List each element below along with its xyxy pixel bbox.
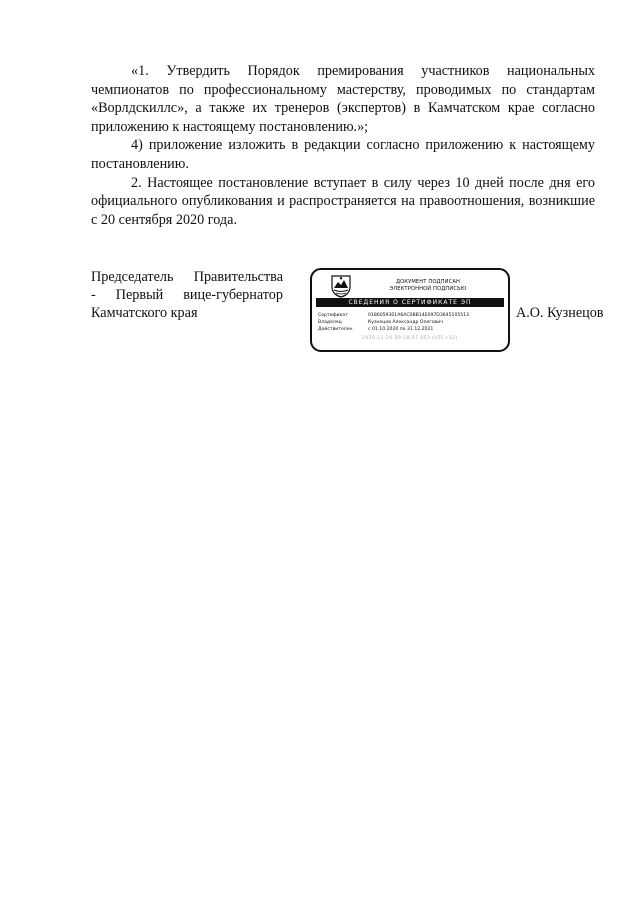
e-signature-stamp (310, 268, 510, 352)
stamp-watermark: 2020-11-26 09:18:57.853 (UTC+12) (362, 336, 458, 341)
paragraph-2: 4) приложение изложить в редакции согласно приложению к настоящему постановлению. (91, 137, 595, 172)
stamp-row-owner (318, 319, 504, 326)
stamp-row-label: Сертификат (318, 313, 348, 318)
stamp-row-certificate (318, 312, 504, 319)
stamp-heading (368, 279, 488, 293)
signer-name: А.О. Кузнецов (516, 305, 604, 321)
stamp-row-value: 0186059301A6AC0BB14E097D3645105513 (368, 313, 470, 318)
stamp-row-label: Действителен (318, 327, 353, 332)
stamp-row-label: Владелец (318, 320, 342, 325)
stamp-row-valid (318, 326, 504, 333)
stamp-certificate-bar: СВЕДЕНИЯ О СЕРТИФИКАТЕ ЭП (316, 298, 504, 307)
paragraph-1: «1. Утвердить Порядок премирования участников национальных чемпионатов по профессиональному мастерству, проводимых по стандартам «Ворлдскиллс», а также их тренеров (экспертов) в Камчатском крае согласно приложению к настоящему постановлению.»; (91, 63, 595, 135)
stamp-heading-line: ЭЛЕКТРОННОЙ ПОДПИСЬЮ (389, 286, 467, 292)
stamp-row-value: Кузнецов Александр Олегович (368, 320, 443, 325)
coat-of-arms-icon (330, 274, 352, 298)
signer-position (91, 268, 283, 322)
signer-position-line: - Первый вице-губернатор (91, 287, 283, 303)
stamp-row-value: с 01.10.2020 по 31.12.2021 (368, 327, 434, 332)
body-text (91, 62, 595, 229)
stamp-details (318, 312, 504, 333)
stamp-heading-line: ДОКУМЕНТ ПОДПИСАН (395, 279, 461, 285)
paragraph-3: 2. Настоящее постановление вступает в силу через 10 дней после дня его официального опубликования и распространяется на правоотношения, возникшие с 20 сентября 2020 года. (91, 174, 595, 228)
signer-position-line: Камчатского края (91, 305, 198, 321)
signer-position-line: Председатель Правительства (91, 269, 283, 285)
